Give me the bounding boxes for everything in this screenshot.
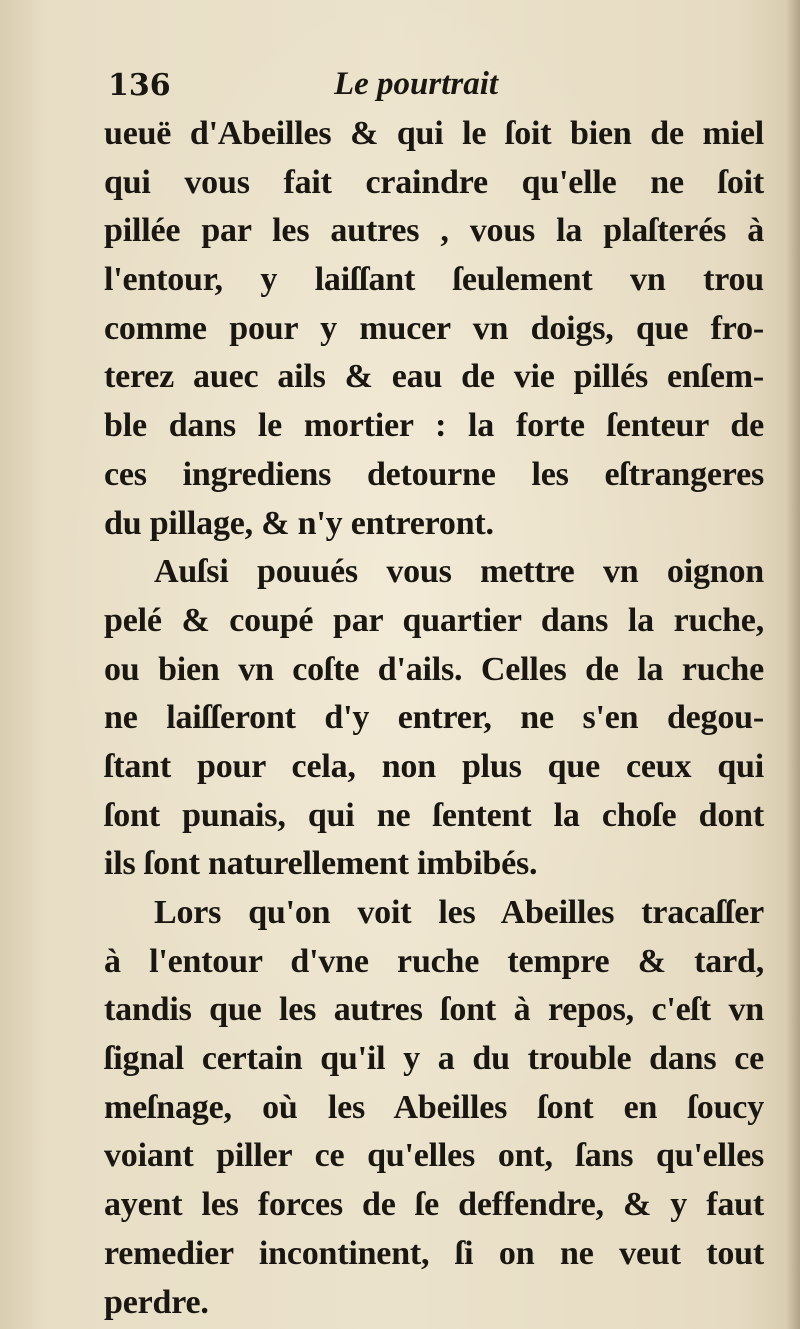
text-line: ayent les forces de ſe deffendre, & y faut [104, 1186, 764, 1224]
text-line: terez auec ails & eau de vie pillés enſem- [104, 358, 764, 396]
text-line: perdre. [104, 1283, 209, 1321]
text-line: remedier incontinent, ſi on ne veut tout [104, 1234, 764, 1272]
text-line: ils ſont naturellement imbibés. [104, 845, 538, 883]
running-title: Le pourtrait [334, 66, 499, 102]
text-line: l'entour, y laiſſant ſeulement vn trou [104, 261, 764, 299]
text-line: ſtant pour cela, non plus que ceux qui [104, 747, 764, 785]
text-line: ſignal certain qu'il y a du trouble dans ce [104, 1040, 764, 1078]
page-header [108, 66, 708, 110]
text-line: ou bien vn coſte d'ails. Celles de la ruche [104, 650, 764, 688]
body-text [104, 110, 764, 1327]
text-line: tandis que les autres ſont à repos, c'eſt vn [104, 991, 764, 1029]
text-line: pillée par les autres , vous la plaſterés à [104, 212, 764, 250]
text-line: voiant piller ce qu'elles ont, ſans qu'elles [104, 1137, 764, 1175]
page-edge-shadow [786, 0, 800, 1329]
text-line: comme pour y mucer vn doigs, que fro- [104, 309, 764, 347]
text-line: Auſsi pouués vous mettre vn oignon [154, 553, 764, 591]
text-line: à l'entour d'vne ruche tempre & tard, [104, 942, 764, 980]
text-line: ſont punais, qui ne ſentent la choſe dont [104, 796, 764, 834]
text-line: ces ingrediens detourne les eſtrangeres [104, 455, 764, 493]
text-line: pelé & coupé par quartier dans la ruche, [104, 601, 764, 639]
text-line: meſnage, où les Abeilles ſont en ſoucy [104, 1088, 764, 1126]
text-line: du pillage, & n'y entreront. [104, 504, 494, 542]
text-line: Lors qu'on voit les Abeilles tracaſſer [154, 894, 764, 931]
text-line: qui vous fait craindre qu'elle ne ſoit [104, 163, 764, 201]
text-line: ble dans le mortier : la forte ſenteur de [104, 407, 764, 445]
text-line: ueuë d'Abeilles & qui le ſoit bien de miel [104, 115, 764, 152]
page-number: 136 [108, 68, 171, 103]
text-line: ne laiſſeront d'y entrer, ne s'en degou- [104, 699, 764, 737]
